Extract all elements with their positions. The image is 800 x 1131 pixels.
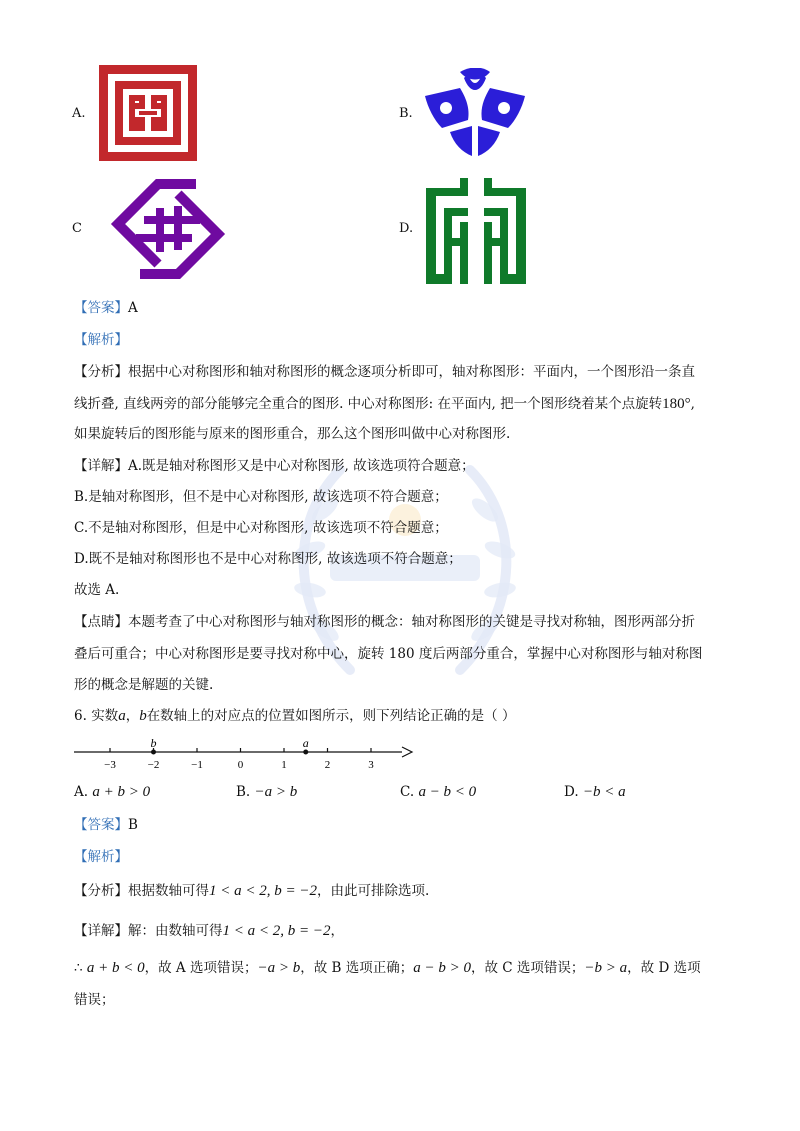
q5-dianjing-line-1 (74, 612, 695, 632)
q6-t6: ，故 C 选项错误； (471, 960, 585, 976)
axis-tick-label: 2 (324, 759, 331, 771)
dianjing-text-1: 本题考查了中心对称图形与轴对称图形的概念：轴对称图形的关键是寻找对称轴，图形两部分折 (128, 614, 695, 630)
q6-t8: ，故 D 选项 (627, 960, 701, 976)
xiangjie-a-text: A.既是轴对称图形又是中心对称图形, 故该选项符合题意； (128, 458, 475, 474)
point-b-dot (151, 750, 156, 755)
xiangjie-tag: 【详解】 (74, 458, 128, 474)
q6-stem-2: 在数轴上的对应点的位置如图所示，则下列结论正确的是（ ） (146, 708, 516, 724)
q6-t4: ，故 B 选项正确； (300, 960, 414, 976)
q6-xiangjie-tag: 【详解】 (74, 923, 128, 939)
q6-fenxi-text-1: 根据数轴可得 (128, 883, 209, 899)
axis-tick-label: 1 (281, 759, 287, 771)
q5-xiangjie-a (74, 456, 475, 476)
q6-t2: ，故 A 选项错误； (144, 960, 258, 976)
q6-option-d-expr: −b < a (582, 784, 626, 800)
q6-xiangjie-text-2: ， (330, 923, 344, 939)
q6-option-c-expr: a − b < 0 (418, 784, 477, 800)
q5-answer-line (74, 298, 138, 318)
q6-answer-tag: 【答案】 (74, 817, 128, 833)
q5-xiangjie-d: D.既不是轴对称图形也不是中心对称图形, 故该选项不符合题意； (74, 551, 462, 567)
axis-tick-label: −2 (147, 759, 160, 771)
point-a-dot (303, 750, 308, 755)
q6-option-c-letter: C. (400, 784, 415, 800)
option-a-label: A. (72, 106, 86, 121)
q6-t3: −a > b (257, 960, 301, 976)
fenxi-degree: 180° (662, 396, 691, 412)
option-b-label: B. (399, 106, 413, 121)
q6-xiangjie-math: 1 < a < 2, b = −2 (222, 923, 331, 939)
q6-option-a[interactable] (74, 782, 150, 802)
fenxi-text-2: 线折叠, 直线两旁的部分能够完全重合的图形. 中心对称图形: 在平面内, 把一个图形绕着某个点旋转 (74, 396, 663, 412)
red-square-fret-logo-icon (99, 65, 197, 161)
q5-analysis-tag: 【解析】 (74, 332, 128, 348)
fenxi-text-1: 根据中心对称图形和轴对称图形的概念逐项分析即可，轴对称图形：平面内，一个图形沿一条直 (128, 364, 695, 380)
point-b-label: b (150, 736, 157, 750)
answer-value: A (128, 300, 138, 316)
axis-tick-label: 3 (368, 759, 374, 771)
q6-xiangjie-line (74, 921, 344, 941)
q5-dianjing-line-3: 形的概念是解题的关键. (74, 677, 214, 693)
q6-t7: −b > a (584, 960, 628, 976)
answer-tag: 【答案】 (74, 300, 128, 316)
q6-option-b[interactable] (236, 782, 297, 802)
q6-var-a: a (118, 708, 126, 724)
q6-therefore-line (74, 958, 701, 978)
q6-number: 6. (74, 708, 87, 724)
q6-option-b-letter: B. (236, 784, 251, 800)
option-c-label: C (72, 221, 82, 236)
point-a-label: a (302, 736, 309, 750)
q5-xiangjie-b: B.是轴对称图形，但不是中心对称图形, 故该选项不符合题意； (74, 489, 448, 505)
q6-xiangjie-text-1: 解：由数轴可得 (128, 923, 223, 939)
axis-tick-label: −3 (104, 759, 116, 771)
blue-cube-logo-icon (420, 68, 530, 158)
q6-answer-value: B (128, 817, 138, 833)
axis-tick-label: −1 (191, 759, 203, 771)
q6-sep: ， (125, 708, 140, 724)
q6-therefore-line-2: 错误； (74, 992, 115, 1008)
q5-fenxi-line-2 (74, 394, 695, 414)
q5-xiangjie-c: C.不是轴对称图形，但是中心对称图形, 故该选项不符合题意； (74, 520, 448, 536)
q6-options (74, 782, 714, 804)
q5-dianjing-line-2: 叠后可重合；中心对称图形是要寻找对称中心，旋转 180 度后两部分重合，掌握中心对称图形与轴对称图 (74, 646, 703, 662)
q6-fenxi-line (74, 881, 429, 901)
dianjing-tag: 【点睛】 (74, 614, 128, 630)
q6-fenxi-math: 1 < a < 2, b = −2 (209, 883, 317, 899)
q6-t1: a + b < 0 (86, 960, 145, 976)
q6-stem-1: 实数 (91, 708, 119, 724)
purple-rotational-logo-icon (98, 176, 238, 282)
q6-option-a-expr: a + b > 0 (92, 784, 151, 800)
q6-fenxi-tag: 【分析】 (74, 883, 128, 899)
axis-tick-label: 0 (237, 759, 244, 771)
q6-var-b: b (139, 708, 147, 724)
q5-fenxi-line-1 (74, 362, 695, 382)
q6-stem (74, 706, 515, 726)
q5-fenxi-line-3: 如果旋转后的图形能与原来的图形重合，那么这个图形叫做中心对称图形. (74, 426, 511, 442)
q5-choice: 故选 A. (74, 582, 120, 598)
green-seal-character-logo-icon (426, 178, 526, 284)
therefore-symbol: ∴ (74, 960, 83, 976)
q6-option-a-letter: A. (74, 784, 89, 800)
q6-fenxi-text-2: ，由此可排除选项. (317, 883, 430, 899)
q6-option-d-letter: D. (564, 784, 579, 800)
q6-option-c[interactable] (400, 782, 476, 802)
q6-analysis-tag: 【解析】 (74, 849, 128, 865)
number-line (72, 732, 417, 772)
fenxi-tag: 【分析】 (74, 364, 128, 380)
q6-option-b-expr: −a > b (254, 784, 298, 800)
option-d-label: D. (399, 221, 414, 236)
q6-option-d[interactable] (564, 782, 626, 802)
q6-t5: a − b > 0 (413, 960, 471, 976)
fenxi-comma: , (690, 396, 695, 412)
q6-answer-line (74, 815, 138, 835)
